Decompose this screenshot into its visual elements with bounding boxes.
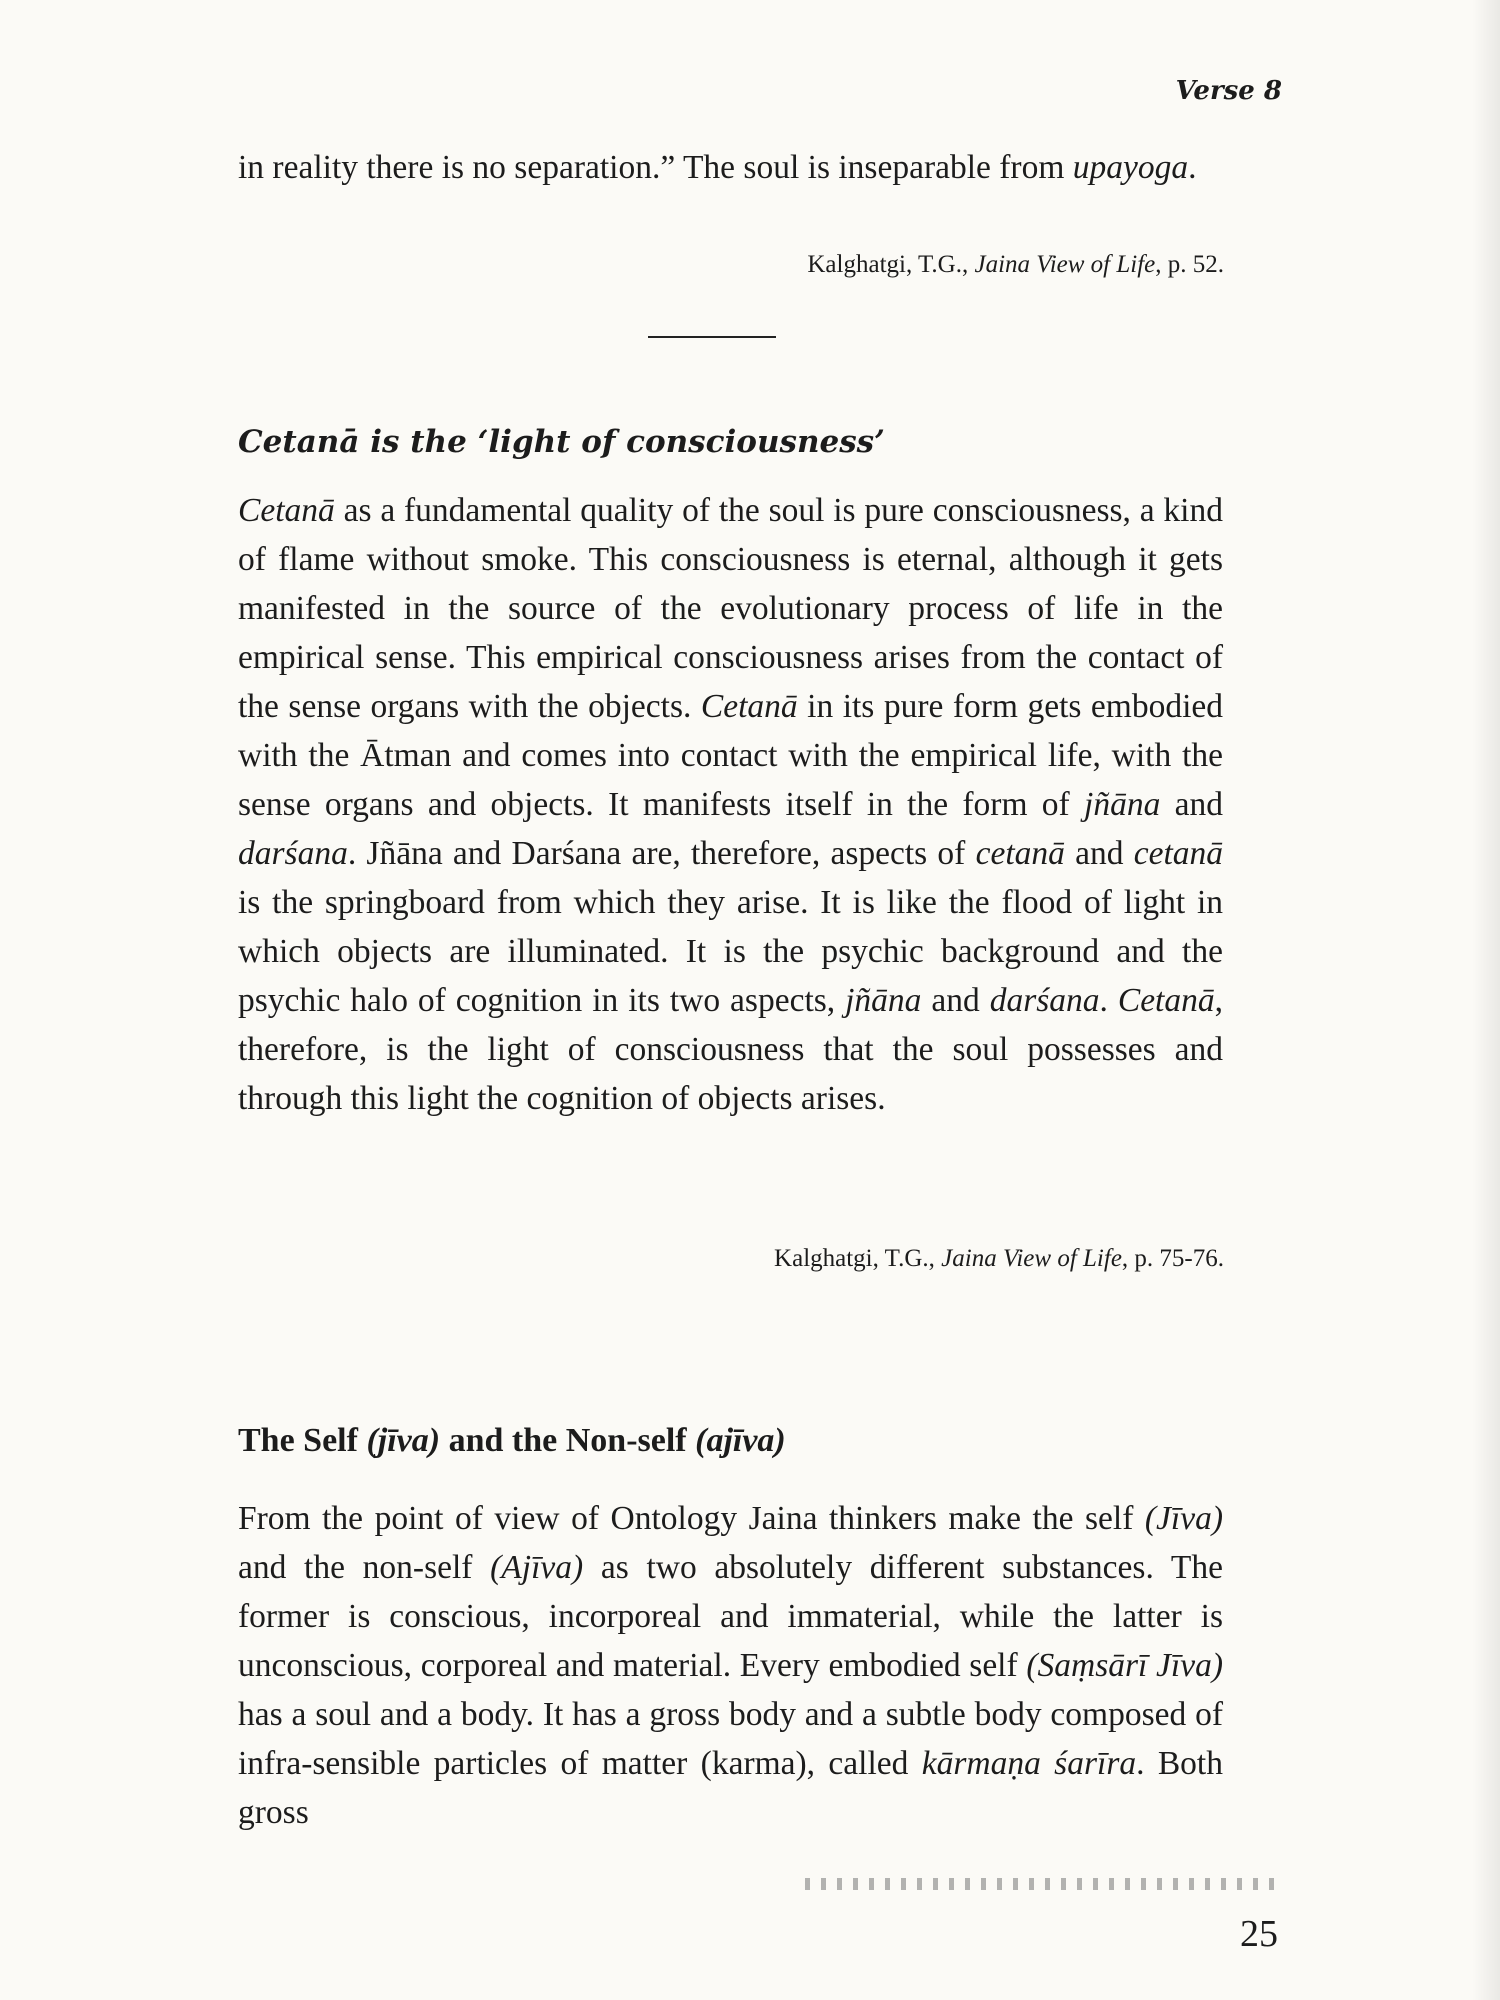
citation-2: Kalghatgi, T.G., Jaina View of Life, p. 75-76. [774,1245,1224,1272]
running-head: Verse 8 [1175,76,1282,106]
self-nonself-paragraph: From the point of view of Ontology Jaina thinkers make the self (Jīva) and the non-self (Ajīva) as two absolutely different substances. The former is conscious, incorporeal and immaterial, while the latter is unconscious, corporeal and material. Every embodied self (Saṃsārī Jīva) has a soul and a body. It has a gross body and a subtle body composed of infra-sensible particles of matter (karma), called kārmaṇa śarīra. Both gross [238,1500,1223,1831]
section-heading-self-nonself: The Self (jīva) and the Non-self (ajīva) [238,1422,786,1459]
section-divider [648,336,776,338]
decorative-dotted-rule [805,1878,1285,1890]
section-heading-cetana: Cetanā is the ‘light of consciousness’ [238,424,885,460]
cetana-paragraph: Cetanā as a fundamental quality of the soul is pure consciousness, a kind of flame without smoke. This consciousness is eternal, although it gets manifested in the source of the evolutionary process of life in the empirical sense. This empirical consciousness arises from the contact of the sense organs with the objects. Cetanā in its pure form gets embodied with the Ātman and comes into contact with the empirical life, with the sense organs and objects. It manifests itself in the form of jñāna and darśana. Jñāna and Darśana are, therefore, aspects of cetanā and cetanā is the springboard from which they arise. It is like the flood of light in which objects are illuminated. It is the psychic background and the psychic halo of cognition in its two aspects, jñāna and darśana. Cetanā, therefore, is the light of consciousness that the soul possesses and through this light the cognition of objects arises. [238,492,1223,1117]
page-edge-shadow [1472,0,1500,2000]
citation-1: Kalghatgi, T.G., Jaina View of Life, p. 52. [807,251,1224,278]
quote-paragraph-1: in reality there is no separation.” The soul is inseparable from upayoga. [238,149,1197,186]
page-number: 25 [1240,1913,1278,1955]
